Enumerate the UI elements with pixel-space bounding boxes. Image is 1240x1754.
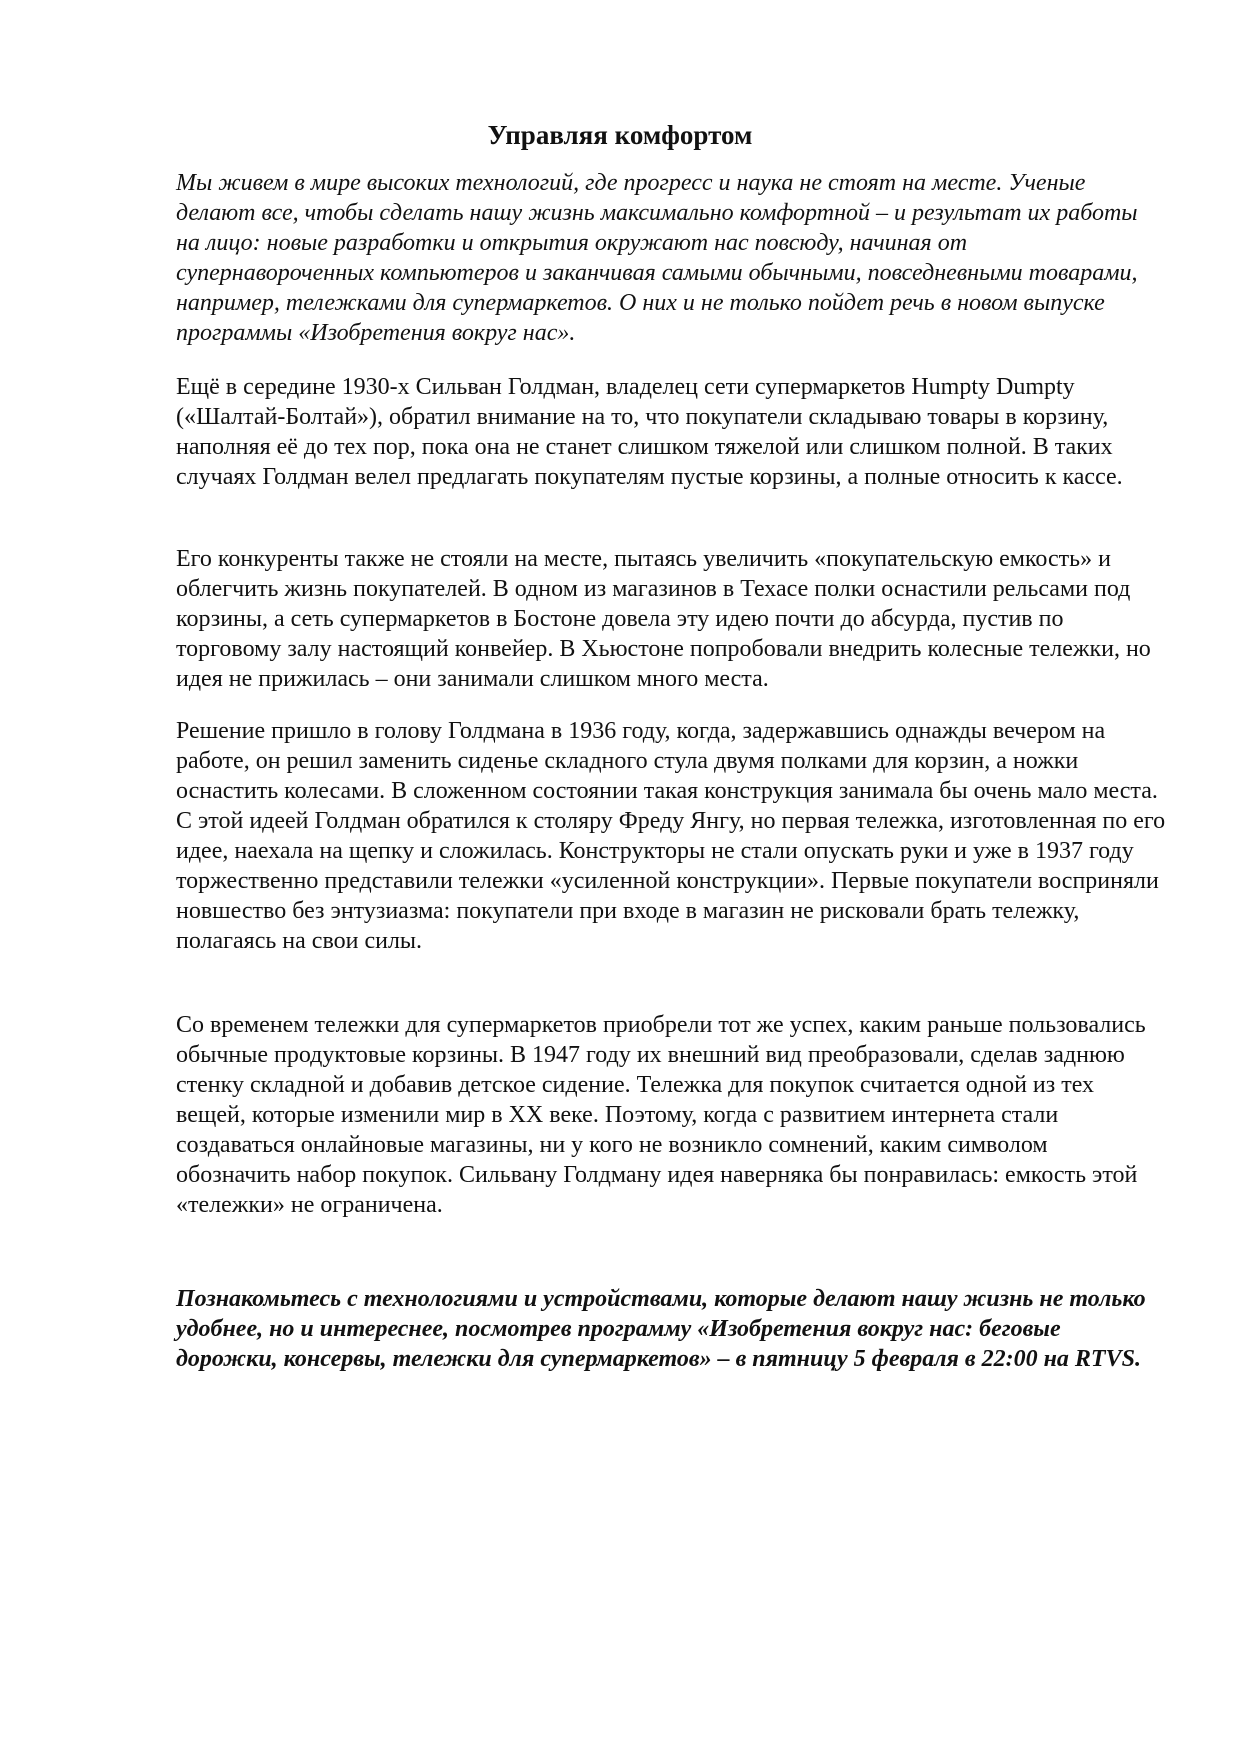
- body-paragraph-2: Его конкуренты также не стояли на месте, пытаясь увеличить «покупательскую емкость» и облегчить жизнь покупателей. В одном из магазинов в Техасе полки оснастили рельсами под корзины, а сеть супермаркетов в Бостоне довела эту идею почти до абсурда, пустив по торговому залу настоящий конвейер. В Хьюстоне попробовали внедрить колесные тележки, но идея не прижилась – они занимали слишком много места.: [176, 546, 1151, 692]
- page-title: Управляя комфортом: [487, 120, 753, 150]
- closing-announcement: Познакомьтесь с технологиями и устройствами, которые делают нашу жизнь не только удобнее, но и интереснее, посмотрев программу «Изобретения вокруг нас: беговые дорожки, консервы, тележки для супермаркетов» – в пятницу 5 февраля в 22:00 на RTVS.: [176, 1286, 1146, 1372]
- body-paragraph-3: Решение пришло в голову Голдмана в 1936 году, когда, задержавшись однажды вечером на работе, он решил заменить сиденье складного стула двумя полками для корзин, а ножки оснастить колесами. В сложенном состоянии такая конструкция занимала бы очень мало места. С этой идеей Голдман обратился к столяру Фреду Янгу, но первая тележка, изготовленная по его идее, наехала на щепку и сложилась. Конструкторы не стали опускать руки и уже в 1937 году торжественно представили тележки «усиленной конструкции». Первые покупатели восприняли новшество без энтузиазма: покупатели при входе в магазин не рисковали брать тележку, полагаясь на свои силы.: [176, 718, 1166, 954]
- body-paragraph-4: Со временем тележки для супермаркетов приобрели тот же успех, каким раньше пользовались обычные продуктовые корзины. В 1947 году их внешний вид преобразовали, сделав заднюю стенку складной и добавив детское сидение. Тележка для покупок считается одной из тех вещей, которые изменили мир в XX веке. Поэтому, когда с развитием интернета стали создаваться онлайновые магазины, ни у кого не возникло сомнений, каким символом обозначить набор покупок. Сильвану Голдману идея наверняка бы понравилась: емкость этой «тележки» не ограничена.: [176, 1012, 1146, 1218]
- intro-paragraph: Мы живем в мире высоких технологий, где прогресс и наука не стоят на месте. Ученые делают все, чтобы сделать нашу жизнь максимально комфортной – и результат их работы на лицо: новые разработки и открытия окружают нас повсюду, начиная от супернавороченных компьютеров и заканчивая самыми обычными, повседневными товарами, например, тележками для супермаркетов. О них и не только пойдет речь в новом выпуске программы «Изобретения вокруг нас».: [176, 170, 1138, 346]
- body-paragraph-1: Ещё в середине 1930-х Сильван Голдман, владелец сети супермаркетов Humpty Dumpty («Шалтай-Болтай»), обратил внимание на то, что покупатели складываю товары в корзину, наполняя её до тех пор, пока она не станет слишком тяжелой или слишком полной. В таких случаях Голдман велел предлагать покупателям пустые корзины, а полные относить к кассе.: [176, 374, 1123, 490]
